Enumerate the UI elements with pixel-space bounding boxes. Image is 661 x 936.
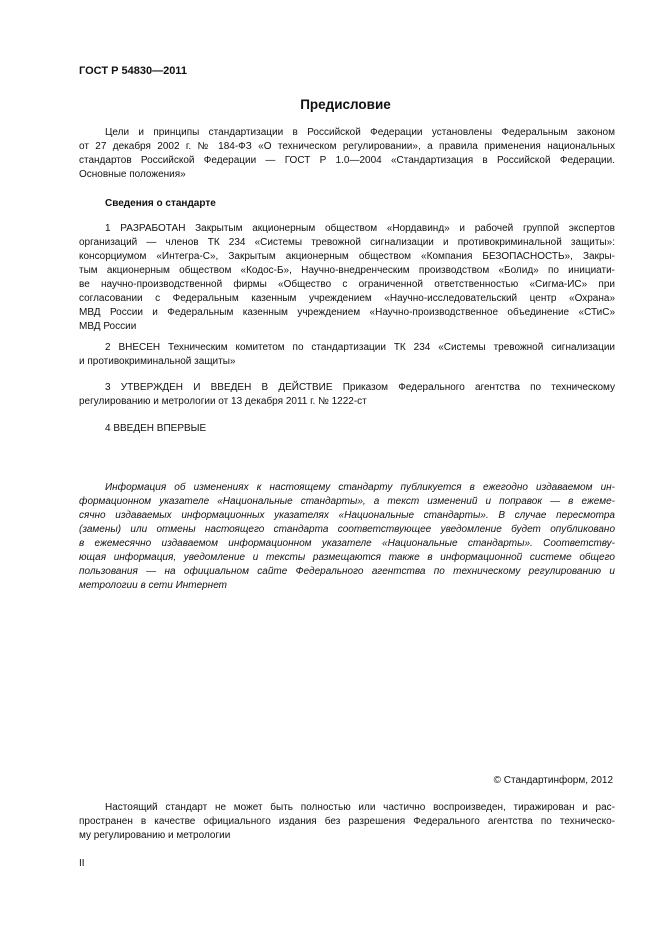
notice-line: Настоящий стандарт не может быть полностью или частично воспроизведен, тиражирован и рас- [105,802,615,813]
item-3-line: 3 УТВЕРЖДЕН И ВВЕДЕН В ДЕЙСТВИЕ Приказом Федерального агентства по техническому [105,382,615,393]
item-1-line: МВД России [79,321,137,332]
page-title: Предисловие [300,97,391,112]
reproduction-notice [79,801,615,843]
item-3-paragraph [79,381,615,409]
info-line: метрологии в сети Интернет [79,580,227,591]
item-1-line: согласовании с Федеральным казенным учреждением «Научно-исследовательский центр «Охрана» [79,293,615,304]
intro-paragraph [79,126,615,182]
item-1-line: тым акционерным обществом «Кодос-Б», Научно-внедренческим производством «Болид» по инициати- [79,265,615,276]
copyright-notice: © Стандартинформ, 2012 [493,775,613,786]
item-1-line: ве научно-производственной фирмы «Общество с ограниченной ответственностью «Сигма-ИС» при [79,279,615,290]
info-line: сячно издаваемых информационных указателях «Национальные стандарты». В случае пересмотра [79,510,615,521]
info-line: (замены) или отмены настоящего стандарта соответствующее уведомление будет опубликовано [79,524,615,535]
info-line: ющая информация, уведомление и тексты размещаются также в информационной системе общего [79,552,615,563]
intro-line: Основные положения» [79,169,186,180]
section-subheading: Сведения о стандарте [105,198,216,209]
document-code: ГОСТ Р 54830—2011 [79,65,187,77]
item-2-paragraph [79,341,615,369]
intro-line: от 27 декабря 2002 г. № 184-ФЗ «О техническом регулировании», а правила применения национальных [79,141,615,152]
item-2-line: и противокриминальной защиты» [79,356,236,367]
item-3-line: регулированию и метрологии от 13 декабря 2011 г. № 1222-ст [79,396,367,407]
item-4-line: 4 ВВЕДЕН ВПЕРВЫЕ [105,423,207,434]
info-line: в ежемесячно издаваемом информационном указателе «Национальные стандарты». Соответству- [79,538,615,549]
info-line: формационном указателе «Национальные стандарты», а текст изменений и поправок — в ежеме- [79,496,615,507]
notice-line: му регулированию и метрологии [79,830,231,841]
item-1-line: организаций — членов ТК 234 «Системы тревожной сигнализации и противокриминальной защиты»: [79,237,615,248]
info-paragraph [79,481,615,593]
item-1-paragraph [79,222,615,334]
intro-line: стандартов Российской Федерации — ГОСТ Р 1.0—2004 «Стандартизация в Российской Федерации. [79,155,615,166]
info-line: Информация об изменениях к настоящему стандарту публикуется в ежегодно издаваемом ин- [105,482,615,493]
item-4-paragraph [79,422,615,436]
item-1-line: МВД России и Федеральным казенным учреждением «Научно-производственное объединение «СТиС» [79,307,615,318]
notice-line: пространен в качестве официального издания без разрешения Федерального агентства по техническо- [79,816,615,827]
page-number: II [79,858,85,869]
item-1-line: консорциумом «Интегра-С», Закрытым акционерным обществом «Компания БЕЗОПАСНОСТЬ», Закры- [79,251,615,262]
item-2-line: 2 ВНЕСЕН Техническим комитетом по стандартизации ТК 234 «Системы тревожной сигнализации [105,342,615,353]
item-1-line: 1 РАЗРАБОТАН Закрытым акционерным обществом «Нордавинд» и рабочей группой экспертов [105,223,615,234]
intro-line: Цели и принципы стандартизации в Российской Федерации установлены Федеральным законом [105,127,615,138]
info-line: пользования — на официальном сайте Федерального агентства по техническому регулированию и [79,566,615,577]
